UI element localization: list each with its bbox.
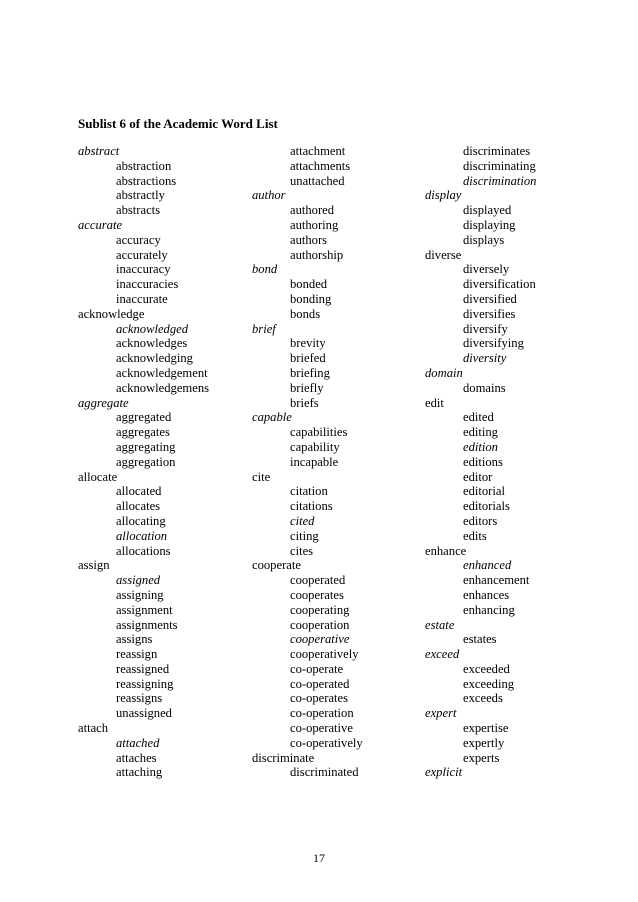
word-family-member: attachment bbox=[290, 144, 346, 158]
headword: attach bbox=[78, 721, 109, 736]
word-family-member: authored bbox=[290, 203, 335, 218]
headword: enhance bbox=[425, 543, 467, 558]
word-family-member: citing bbox=[290, 528, 319, 543]
word-family-member: aggregated bbox=[116, 410, 172, 425]
word-family-member: accuracy bbox=[116, 232, 161, 247]
headword: bond bbox=[252, 262, 278, 277]
word-family-member: editions bbox=[463, 454, 503, 469]
word-family-member: allocated bbox=[116, 484, 162, 499]
word-family-member: acknowledgement bbox=[116, 365, 208, 380]
headword: accurate bbox=[78, 217, 123, 232]
word-family-member: edition bbox=[463, 439, 498, 454]
headword: diverse bbox=[425, 247, 462, 262]
word-family-member: editor bbox=[463, 469, 493, 484]
word-column-2 bbox=[252, 144, 363, 780]
headword: estate bbox=[425, 617, 455, 632]
word-family-member: co-operation bbox=[290, 706, 354, 721]
word-family-member: reassigns bbox=[116, 691, 163, 706]
word-family-member: acknowledging bbox=[116, 351, 193, 366]
word-family-member: attached bbox=[116, 735, 160, 750]
word-family-member: exceeded bbox=[463, 661, 510, 676]
word-family-member: accurately bbox=[116, 247, 168, 262]
word-family-member: diversifies bbox=[463, 306, 516, 321]
word-family-member: acknowledgemens bbox=[116, 380, 210, 395]
word-family-member: editorials bbox=[463, 499, 510, 514]
word-family-member: authors bbox=[290, 232, 328, 247]
headword: cooperate bbox=[252, 558, 301, 573]
page-number: 17 bbox=[313, 851, 325, 865]
word-family-member: edited bbox=[463, 410, 494, 425]
word-family-member: allocation bbox=[116, 528, 168, 543]
word-family-member: diversify bbox=[463, 321, 508, 336]
word-family-member: aggregation bbox=[116, 454, 176, 469]
word-family-member: allocations bbox=[116, 543, 171, 558]
word-family-member: enhancing bbox=[463, 602, 515, 617]
word-column-3 bbox=[425, 144, 536, 780]
word-family-member: enhances bbox=[463, 587, 510, 602]
word-family-member: bonded bbox=[290, 277, 328, 292]
word-family-member: enhanced bbox=[463, 558, 512, 573]
word-family-member: reassign bbox=[116, 647, 158, 662]
headword: abstract bbox=[78, 144, 120, 158]
word-family-member: co-operated bbox=[290, 676, 350, 691]
word-family-member: assignments bbox=[116, 617, 178, 632]
word-column-1 bbox=[78, 144, 209, 780]
word-family-member: abstractions bbox=[116, 173, 177, 188]
word-family-member: diversification bbox=[463, 277, 536, 292]
word-family-member: acknowledged bbox=[116, 321, 189, 336]
word-family-member: cited bbox=[290, 513, 315, 528]
word-family-member: aggregating bbox=[116, 439, 176, 454]
word-family-member: reassigned bbox=[116, 661, 170, 676]
word-family-member: cites bbox=[290, 543, 314, 558]
word-family-member: editing bbox=[463, 425, 498, 440]
word-family-member: editors bbox=[463, 513, 498, 528]
headword: acknowledge bbox=[78, 306, 145, 321]
word-family-member: assigning bbox=[116, 587, 164, 602]
word-family-member: diversifying bbox=[463, 336, 524, 351]
headword: expert bbox=[425, 706, 457, 721]
word-family-member: editorial bbox=[463, 484, 505, 499]
word-family-member: expertly bbox=[463, 735, 505, 750]
word-family-member: cooperating bbox=[290, 602, 350, 617]
word-family-member: diversely bbox=[463, 262, 510, 277]
word-family-member: abstraction bbox=[116, 158, 172, 173]
word-family-member: inaccuracy bbox=[116, 262, 171, 277]
word-family-member: briefly bbox=[290, 380, 324, 395]
word-family-member: capability bbox=[290, 439, 340, 454]
headword: discriminate bbox=[252, 750, 315, 765]
word-family-member: acknowledges bbox=[116, 336, 188, 351]
word-family-member: briefing bbox=[290, 365, 330, 380]
word-family-member: briefs bbox=[290, 395, 319, 410]
word-family-member: cooperation bbox=[290, 617, 350, 632]
word-family-member: enhancement bbox=[463, 573, 530, 588]
word-family-member: assigned bbox=[116, 573, 161, 588]
word-family-member: co-operates bbox=[290, 691, 349, 706]
headword: domain bbox=[425, 365, 463, 380]
word-family-member: discriminated bbox=[290, 765, 359, 780]
word-family-member: inaccuracies bbox=[116, 277, 179, 292]
word-family-member: authoring bbox=[290, 217, 339, 232]
word-family-member: inaccurate bbox=[116, 291, 168, 306]
word-family-member: assigns bbox=[116, 632, 153, 647]
word-family-member: exceeding bbox=[463, 676, 515, 691]
word-family-member: cooperatively bbox=[290, 647, 359, 662]
word-family-member: unassigned bbox=[116, 706, 172, 721]
headword: edit bbox=[425, 395, 444, 410]
word-family-member: allocates bbox=[116, 499, 161, 514]
word-family-member: diversity bbox=[463, 351, 507, 366]
word-family-member: cooperates bbox=[290, 587, 344, 602]
headword: explicit bbox=[425, 765, 463, 780]
headword: assign bbox=[78, 558, 110, 573]
word-family-member: discriminating bbox=[463, 158, 536, 173]
word-family-member: bonds bbox=[290, 306, 321, 321]
word-family-member: allocating bbox=[116, 513, 166, 528]
word-family-member: displayed bbox=[463, 203, 512, 218]
word-family-member: citation bbox=[290, 484, 328, 499]
headword: exceed bbox=[425, 647, 460, 662]
word-family-member: brevity bbox=[290, 336, 326, 351]
word-family-member: attaches bbox=[116, 750, 157, 765]
word-family-member: discriminates bbox=[463, 144, 531, 158]
word-family-member: co-operate bbox=[290, 661, 344, 676]
word-family-member: edits bbox=[463, 528, 487, 543]
page-title: Sublist 6 of the Academic Word List bbox=[78, 116, 278, 131]
word-family-member: domains bbox=[463, 380, 506, 395]
headword: author bbox=[252, 188, 286, 203]
headword: brief bbox=[252, 321, 276, 336]
word-family-member: cooperative bbox=[290, 632, 350, 647]
word-family-member: discrimination bbox=[463, 173, 537, 188]
word-family-member: co-operative bbox=[290, 721, 353, 736]
word-family-member: authorship bbox=[290, 247, 344, 262]
word-family-member: cooperated bbox=[290, 573, 346, 588]
word-family-member: abstracts bbox=[116, 203, 161, 218]
word-family-member: displaying bbox=[463, 217, 516, 232]
headword: allocate bbox=[78, 469, 118, 484]
word-family-member: displays bbox=[463, 232, 505, 247]
word-family-member: incapable bbox=[290, 454, 339, 469]
word-family-member: attachments bbox=[290, 158, 351, 173]
word-family-member: capabilities bbox=[290, 425, 348, 440]
headword: cite bbox=[252, 469, 271, 484]
word-family-member: briefed bbox=[290, 351, 326, 366]
word-family-member: assignment bbox=[116, 602, 173, 617]
word-family-member: experts bbox=[463, 750, 500, 765]
word-family-member: attaching bbox=[116, 765, 163, 780]
word-family-member: citations bbox=[290, 499, 333, 514]
word-family-member: estates bbox=[463, 632, 497, 647]
word-family-member: diversified bbox=[463, 291, 517, 306]
word-family-member: bonding bbox=[290, 291, 332, 306]
word-family-member: abstractly bbox=[116, 188, 165, 203]
headword: aggregate bbox=[78, 395, 129, 410]
word-family-member: aggregates bbox=[116, 425, 170, 440]
word-family-member: expertise bbox=[463, 721, 509, 736]
word-family-member: exceeds bbox=[463, 691, 503, 706]
headword: capable bbox=[252, 410, 292, 425]
word-family-member: unattached bbox=[290, 173, 345, 188]
word-family-member: reassigning bbox=[116, 676, 174, 691]
word-family-member: co-operatively bbox=[290, 735, 363, 750]
headword: display bbox=[425, 188, 462, 203]
